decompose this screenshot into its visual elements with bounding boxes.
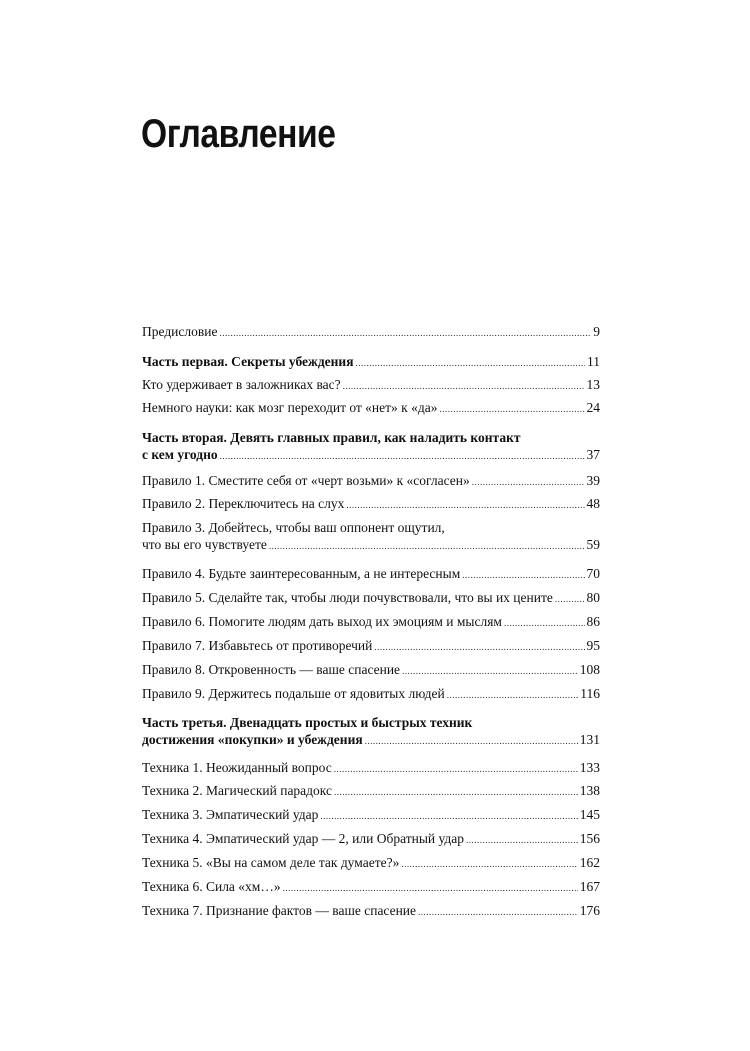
toc-page-number: 59 [586,537,600,552]
toc-entry-title: Правило 1. Сместите себя от «черт возьми» к «согласен» [142,473,470,488]
toc-entry-title: Правило 2. Переключитесь на слух [142,496,345,511]
toc-entry-title: Техника 6. Сила «хм…» [142,879,281,894]
page-title: Оглавление [141,112,336,156]
toc-leader [343,378,585,395]
toc-entry-title: Правило 8. Откровенность — ваше спасение [142,662,401,677]
toc-page-number: 48 [586,496,600,511]
toc-leader [320,808,577,825]
toc-page-number: 133 [579,760,600,775]
toc-entry[interactable] [142,613,600,632]
toc-page-number: 108 [579,662,600,677]
toc-entry[interactable] [142,637,600,656]
toc-leader [447,687,579,704]
toc-entry-title: что вы его чувствуете [142,537,267,552]
toc-leader [401,856,577,873]
toc-entry[interactable] [142,589,600,608]
toc-part-entry[interactable] [142,429,600,465]
toc-entry[interactable] [142,806,600,825]
toc-page-number: 116 [580,686,600,701]
toc-entry[interactable] [142,495,600,514]
toc-entry[interactable] [142,661,600,680]
toc-entry[interactable] [142,472,600,491]
toc-entry-title: Техника 2. Магический парадокс [142,783,333,798]
toc-leader [356,355,585,372]
toc-page-number: 11 [587,354,600,369]
toc-entry[interactable] [142,519,600,555]
toc-entry[interactable] [142,323,600,342]
toc-entry-title: Правило 6. Помогите людям дать выход их эмоциям и мыслям [142,614,502,629]
toc-entry-title: Техника 4. Эмпатический удар — 2, или Обратный удар [142,831,465,846]
toc-page-number: 138 [579,783,600,798]
toc-entry-title: Правило 4. Будьте заинтересованным, а не интересным [142,566,461,581]
toc-leader [439,401,584,418]
toc-entry-title: Техника 1. Неожиданный вопрос [142,760,332,775]
toc-part-entry[interactable] [142,714,600,750]
toc-page-number: 176 [579,903,600,918]
toc-page-number: 86 [586,614,600,629]
toc-leader [219,325,591,342]
toc-leader [504,615,585,632]
toc-entry[interactable] [142,878,600,897]
toc-page-number: 70 [586,566,600,581]
toc-leader [334,784,578,801]
toc-leader [472,474,585,491]
toc-entry-title: достижения «покупки» и убеждения [142,732,363,747]
toc-leader [466,832,578,849]
toc-leader [374,639,584,656]
toc-leader [269,538,585,555]
toc-entry[interactable] [142,685,600,704]
toc-entry[interactable] [142,399,600,418]
toc-entry[interactable] [142,376,600,395]
toc-entry-title: Предисловие [142,324,218,339]
toc-entry-title: Кто удерживает в заложниках вас? [142,377,341,392]
toc-entry-title: Немного науки: как мозг переходит от «нет» к «да» [142,400,438,415]
toc-leader [418,904,578,921]
toc-page-number: 9 [593,324,600,339]
toc-page-number: 13 [586,377,600,392]
toc-entry-title: Техника 5. «Вы на самом деле так думаете?» [142,855,400,870]
toc-page-number: 24 [586,400,600,415]
toc-entry-title-line1: Часть третья. Двенадцать простых и быстрых техник [142,715,473,730]
toc-entry[interactable] [142,830,600,849]
toc-leader [346,497,584,514]
toc-leader [402,663,578,680]
toc-page-number: 145 [579,807,600,822]
toc-page-number: 80 [586,590,600,605]
toc-page-number: 131 [579,732,600,747]
toc-entry-title: Техника 7. Признание фактов — ваше спасение [142,903,417,918]
toc-entry-title: Правило 9. Держитесь подальше от ядовитых людей [142,686,445,701]
toc-page-number: 37 [586,447,600,462]
toc-entry-title: Часть первая. Секреты убеждения [142,354,354,369]
toc-entry[interactable] [142,759,600,778]
toc-leader [334,761,578,778]
toc-leader [220,448,585,465]
toc-entry-title-line1: Часть вторая. Девять главных правил, как наладить контакт [142,430,521,445]
toc-entry-title: Правило 7. Избавьтесь от противоречий [142,638,373,653]
toc-entry-title: Правило 5. Сделайте так, чтобы люди почувствовали, что вы их цените [142,590,553,605]
toc-entry-title: с кем угодно [142,447,218,462]
toc-entry-title-line1: Правило 3. Добейтесь, чтобы ваш оппонент ощутил, [142,520,445,535]
toc-page-number: 156 [579,831,600,846]
toc-entry[interactable] [142,565,600,584]
toc-page-number: 39 [586,473,600,488]
toc-page-number: 95 [586,638,600,653]
toc-leader [283,880,578,897]
toc-leader [365,733,578,750]
toc-page-number: 162 [579,855,600,870]
toc-leader [555,591,585,608]
toc-part-entry[interactable] [142,353,600,372]
toc-entry[interactable] [142,854,600,873]
toc-entry[interactable] [142,782,600,801]
toc-entry-title: Техника 3. Эмпатический удар [142,807,319,822]
toc-leader [462,567,584,584]
toc-entry[interactable] [142,902,600,921]
toc-page-number: 167 [579,879,600,894]
